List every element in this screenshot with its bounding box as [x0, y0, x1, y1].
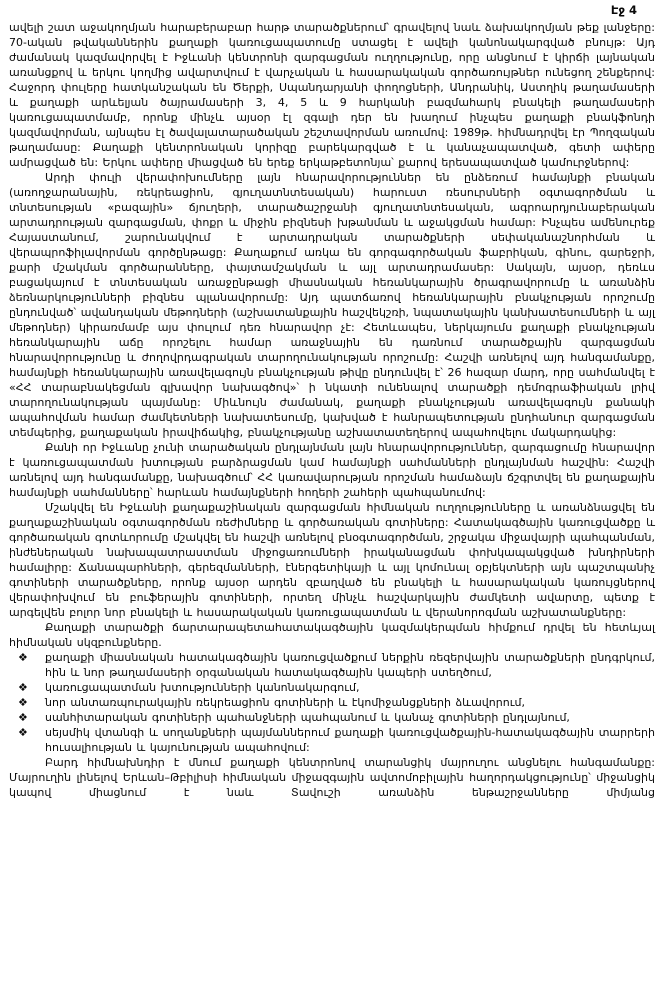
- page-number: Էջ 4: [610, 3, 637, 17]
- bullet-marker-icon: ❖: [18, 681, 28, 694]
- bullet-marker-icon: ❖: [18, 696, 28, 709]
- paragraph: ավելի շատ աջակողմյան հարաբերաբար հարթ տարածքներում՝ գրավելով նաև ձախակողմյան թեք լանջերը: 70-ական թվականներին քաղաքի կառուցապատումը ստացել է ավելի կանոնակարգված բնույթ: Այդ ժամանակ կազմավորվել է Իջևանի կենտրոնի զարգացման ուղղությունը, որը անցնում է կիրճի լայնական առանցքով և երկու կողմից ավարտվում է վարչական և հասարակական գործառույթներ ունեցող շենքերով: Հաջորդ փուլերը հատկանշական են Ծերքի, Սպանդարյանի փողոցների, Անդրանիկ, Աստղիկ թաղամասերի և քաղաքի արևելյան ծայրամասերի 3, 4, 5 և 9 հարկանի բազմահարկ բնակելի թաղամասերի կառուցապատմամբ, որոնք մինչև այսօր էլ զգալի դեր են խաղում ինչպես քաղաքի բնակֆոնդի կազմավորման, այնպես էլ ծավալատարածական շեշտավորման առումով: 1989թ. հիմնադրվել էր Պողզական թաղամասը: Քաղաքի կենտրոնական կորիզը բարեկարգված է և կանաչապատված, գետի ափերը ամրացված են: Երկու ափերը միացված են երեք երկաթբետոնյա՝ քարով երեսապատված կամուրջներով:: [9, 21, 655, 169]
- paragraph: Քաղաքի տարածքի ճարտարապետահատակագծային կազմակերպման հիմքում դրվել են հետևյալ հիմնական սկզբունքները.: [9, 621, 655, 649]
- bullet-marker-icon: ❖: [18, 651, 28, 664]
- bullet-marker-icon: ❖: [18, 711, 28, 724]
- bullet-text: նոր անտառպուրակային ռեկրեացիոն գոտիների և էկոմիջանցքների ձևավորում,: [45, 696, 525, 709]
- bullet-item: [9, 695, 655, 710]
- bullet-item: [9, 680, 655, 695]
- paragraph: Մշակվել են Իջևանի քաղաքաշինական զարգացման հիմնական ուղղությունները և առանձնացվել են քաղաքաշինական օգտագործման ռեժիմները և գործառական գոտիները: Հատակագծային կառուցվածքը և գործառական գոտևորումը մշակվել են հաշվի առնելով բնօգտագործման, շրջակա միջավայրի պահպանման, ինժեներական նախապատրաստման միջոցառումների իրականացման փոխկապակցված խնդիրների համալիրը: Ճանապարհների, գերեզմանների, էներգետիկայի և այլ կոմունալ օբյեկտների այն պաշտպանիչ գոտիների տարածքները, որոնք այսօր արդեն զբաղված են բնակելի և հասարակական կառույցներով վերափոխվում են բուֆերային գոտիների, որտեղ մինչև հաշվարկային ժամկետի ավարտը, պետք է արգելվեն բոլոր նոր բնակելի և հասարակական կառուցապատման և վերանորոգման աշխատանքները:: [9, 501, 655, 619]
- document-body: [9, 20, 655, 800]
- bullet-text: կառուցապատման խտությունների կանոնակարգում,: [45, 681, 360, 694]
- paragraph: Քանի որ Իջևանը չունի տարածական ընդլայնման լայն հնարավորություններ, զարգացումը հնարավոր է կառուցապատման խտության բարձրացման կամ համայնքի սահմանների ընդլայնման հաշվին: Հաշվի առնելով այդ հանգամանքը, նախագծում՝ ՀՀ կառավարության որոշման համաձայն ճշգրտվել են քաղաքային համայնքի սահմանները՝ հարևան համայնքների հողերի շահերի պահպանումով:: [9, 441, 655, 499]
- bullet-item: [9, 710, 655, 725]
- bullet-text: սանհիտարական գոտիների պահանջների պահպանում և կանաչ գոտիների ընդլայնում,: [45, 711, 570, 724]
- paragraph: Արդի փուլի վերափոխումները լայն հնարավորություններ են ընձեռում համայնքի բնական (առողջարանային, ռեկրեացիոն, գյուղատնտեսական) հարուստ ռեսուրսների օգտագործման և տնտեսության «բազային» ճյուղերի, տարածաշրջանի գյուղատնտեսական, ագրոարդյունաբերական արտադրության զարգացման, փոքր և միջին բիզնեսի խթանման և աջակցման համար: Ինչպես ամենուրեք Հայաստանում, շարունակվում է արտադրական տարածքների սեփականաշնորհման և վերապրոֆիլավորման գործընթացը: Քաղաքում առկա են գորգագործական ֆաբրիկան, գինու, գարեջրի, քարի մշակման գործարանները, փայտամշակման և այլ արտադրամասեր: Սակայն, այսօր, դեռևս բացակայում է տնտեսական առաջընթացի միասնական հեռանկարային ծրագրավորումը և առանձին ձեռնարկությունների բիզնես պլանավորումը: Այդ պատճառով հեռանկարային բնակչության որոշումը ընդունված՝ ավանդական մեթոդների (աշխատանքային հաշվեկշռի, նպատակային կանխատեսումների և այլ մեթոդներ) կիրառմամբ այս փուլում դեռ հնարավոր չէ: Հետևապես, ներկայումս քաղաքի բնակչության հեռանկարային աճը որոշելու համար առաջնային են դառնում տարածքային զարգացման հնարավորությունը և ժողովրդագրական տարողունակության որոշումը: Հաշվի առնելով այդ հանգամանքը, համայնքի հեռանկարային առավելագույն բնակչության թիվը ընդունվել է՝ 26 հազար մարդ, որը սահմանվել է «ՀՀ տարաբնակեցման գլխավոր նախագծով»՝ ի նկատի ունենալով տարածքի դեմոգրաֆիական լրիվ տարողունակության պայմանը: Միևնույն ժամանակ, քաղաքի բնակչության առավելագույն քանակի ապահովման համար ժամկետների նախատեսումը, կախված է հանրապետության ընդհանուր զարգացման տեմպերից, քաղաքական իրավիճակից, բնակչությանը աշխատատեղերով ապահովելու մակարդակից:: [9, 171, 655, 439]
- bullet-text: քաղաքի միասնական հատակագծային կառուցվածքում ներքին ռեզերվային տարածքների ընդգրկում, հին և նոր թաղամասերի օրգանական հատակագծային կապերի ստեղծում,: [45, 651, 655, 679]
- bullet-text: սեյսմիկ վտանգի և սողանքների պայմաններում քաղաքի կառուցվածքային-հատակագծային տարրերի հուսալիության և կայունության ապահովում:: [45, 726, 655, 754]
- bullet-item: [9, 650, 655, 680]
- paragraph: Բարդ հիմնախնդիր է մնում քաղաքի կենտրոնով տարանցիկ մայրուղու անցնելու հանգամանքը: Մայրուղին լինելով Երևան–Թբիլիսի հիմնական միջազգային ավտոմոբիլային հաղորդակցությունը՝ միջանցիկ կապով միացնում է նաև Տավուշի առանձին ենթաշրջանները միմյանց: [9, 756, 655, 799]
- bullet-item: [9, 725, 655, 755]
- bullet-marker-icon: ❖: [18, 726, 28, 739]
